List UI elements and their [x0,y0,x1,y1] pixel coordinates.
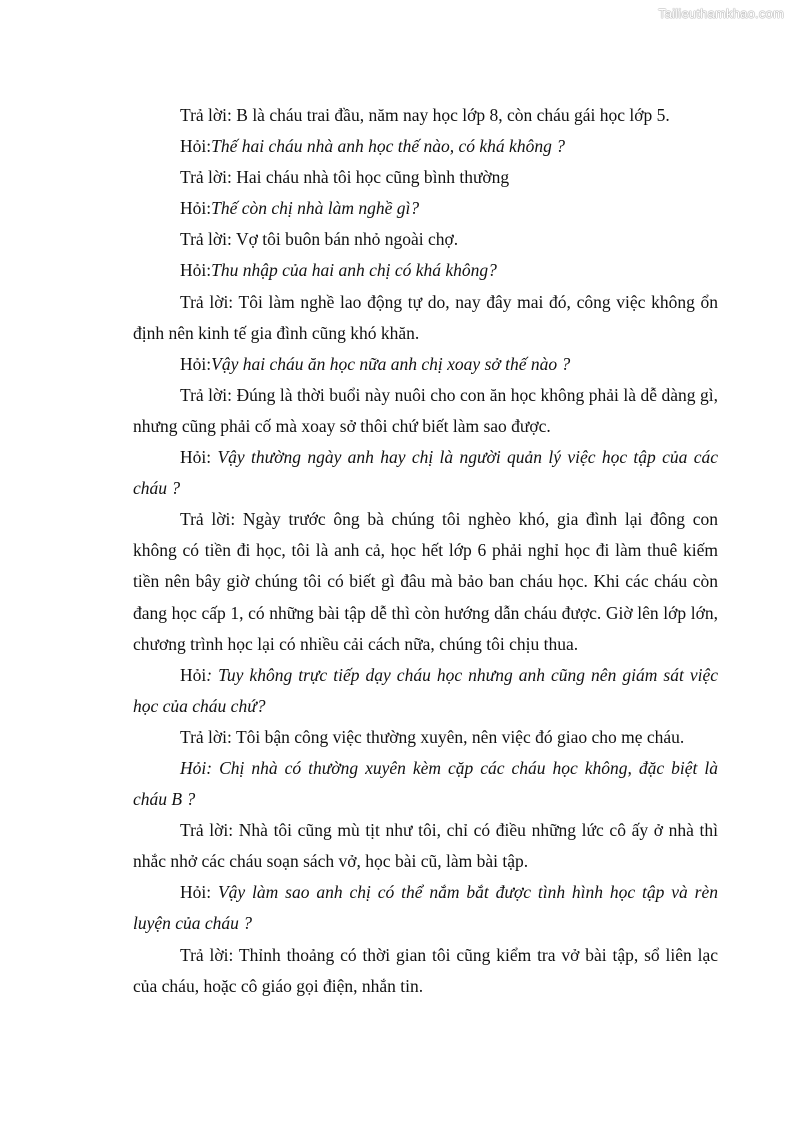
answer-paragraph [133,100,718,131]
answer-text: Tôi làm nghề lao động tự do, nay đây mai đó, công việc không ổn định nên kinh tế gia đình cũng khó khăn. [133,291,718,343]
question-paragraph [133,255,718,286]
question-paragraph [133,660,718,722]
answer-paragraph [133,940,718,1002]
answer-prefix: Trả lời: [180,291,239,312]
question-paragraph [133,877,718,939]
question-text: Vậy hai cháu ăn học nữa anh chị xoay sở thế nào ? [211,353,571,374]
question-paragraph [133,131,718,162]
answer-paragraph [133,224,718,255]
question-paragraph [133,753,718,815]
answer-paragraph [133,504,718,659]
question-text: Thế còn chị nhà làm nghề gì? [211,198,420,219]
answer-prefix: Trả lời: [180,167,237,188]
question-paragraph [133,193,718,224]
answer-paragraph [133,815,718,877]
answer-prefix: Trả lời: [180,229,236,250]
answer-text: Đúng là thời buổi này nuôi cho con ăn học không phải là dễ dàng gì, nhưng cũng phải cố mà xoay sở thôi chứ biết làm sao được. [133,384,718,436]
question-paragraph [133,349,718,380]
question-text: Thu nhập của hai anh chị có khá không? [211,260,497,281]
answer-prefix: Trả lời: [180,820,239,841]
answer-paragraph [133,162,718,193]
watermark: Tailieuthamkhao.com [658,6,784,21]
question-text: Thế hai cháu nhà anh học thế nào, có khá không ? [211,136,565,157]
answer-text: Vợ tôi buôn bán nhỏ ngoài chợ. [235,229,459,250]
question-prefix: Hỏi: [180,447,218,468]
answer-text: Thỉnh thoảng có thời gian tôi cũng kiểm tra vở bài tập, sổ liên lạc của cháu, hoặc cô giáo gọi điện, nhắn tin. [133,944,718,996]
question-paragraph [133,442,718,504]
question-text: Vậy thường ngày anh hay chị là người quản lý việc học tập của các cháu ? [133,447,718,499]
question-prefix: Hỏi: [180,198,212,219]
answer-prefix: Trả lời: [180,726,236,747]
question-text: Vậy làm sao anh chị có thể nắm bắt được tình hình học tập và rèn luyện của cháu ? [133,882,718,934]
question-text: Chị nhà có thường xuyên kèm cặp các cháu học không, đặc biệt là cháu B ? [133,757,719,810]
answer-text: Tôi bận công việc thường xuyên, nên việc đó giao cho mẹ cháu. [235,726,685,747]
answer-prefix: Trả lời: [180,509,243,530]
answer-prefix: Trả lời: [180,384,237,405]
answer-prefix: Trả lời: [180,105,237,125]
question-prefix: Hỏi: [180,757,220,778]
answer-text: B là cháu trai đầu, năm nay học lớp 8, còn cháu gái học lớp 5. [236,105,670,125]
answer-text: Nhà tôi cũng mù tịt như tôi, chỉ có điều những lức cô ấy ở nhà thì nhắc nhở các cháu soạn sách vở, học bài cũ, làm bài tập. [133,820,718,872]
document-body [133,100,718,1002]
question-prefix: Hỏi: [180,353,212,374]
question-prefix: Hỏi: [180,136,212,157]
answer-paragraph [133,380,718,442]
answer-paragraph [133,722,718,753]
answer-text: Ngày trước ông bà chúng tôi nghèo khó, gia đình lại đông con không có tiền đi học, tôi là anh cả, học hết lớp 6 phải nghỉ học đi làm thuê kiếm tiền nên bây giờ chúng tôi có biết gì đâu mà bảo ban cháu học. Khi các cháu còn đang học cấp 1, có những bài tập dễ thì còn hướng dẫn cháu được. Giờ lên lớp lớn, chương trình học lại có nhiều cải cách nữa, chúng tôi chịu thua. [133,509,718,654]
answer-text: Hai cháu nhà tôi học cũng bình thường [236,167,510,188]
question-prefix: Hỏi: [180,882,218,903]
question-prefix: Hỏi [180,664,207,685]
question-text: : Tuy không trực tiếp dạy cháu học nhưng anh cũng nên giám sát việc học của cháu chứ? [133,664,718,716]
question-prefix: Hỏi: [180,260,212,281]
answer-paragraph [133,287,718,349]
answer-prefix: Trả lời: [180,944,239,965]
